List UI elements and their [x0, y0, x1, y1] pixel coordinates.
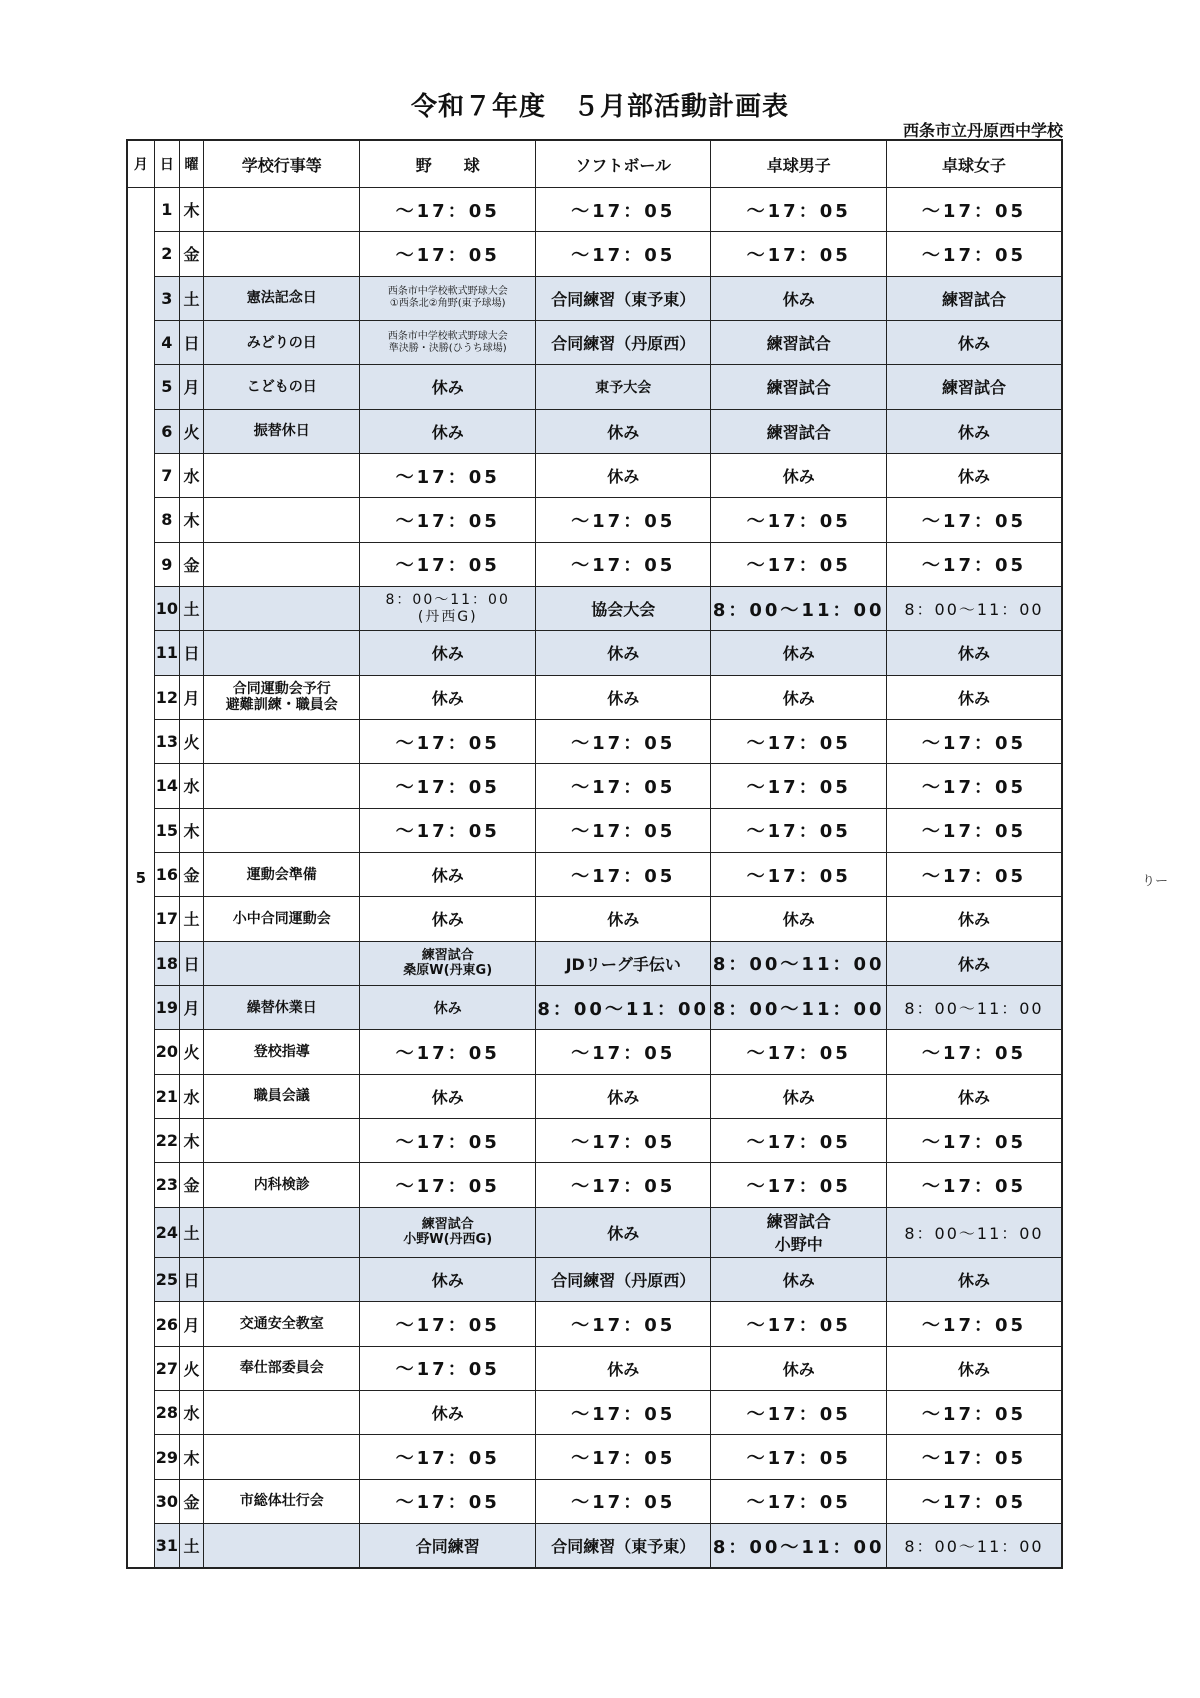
- softball-cell: ～17：05: [535, 1435, 711, 1479]
- schedule-row: [127, 276, 1062, 320]
- weekday-cell: 日: [179, 320, 203, 364]
- tt-girls-cell: ～17：05: [886, 1163, 1062, 1207]
- date-cell: 23: [154, 1163, 179, 1207]
- date-cell: 26: [154, 1302, 179, 1346]
- tt-boys-cell: 8：00～11：00: [711, 1524, 887, 1568]
- tt-girls-cell: ～17：05: [886, 542, 1062, 586]
- tt-boys-cell: ～17：05: [711, 1391, 887, 1435]
- event-cell: [204, 631, 360, 675]
- tt-boys-cell: ～17：05: [711, 1163, 887, 1207]
- weekday-cell: 金: [179, 232, 203, 276]
- date-cell: 18: [154, 941, 179, 985]
- tt-boys-cell: 休み: [711, 631, 887, 675]
- school-name: 西条市立丹原西中学校: [902, 121, 1063, 140]
- weekday-cell: 金: [179, 542, 203, 586]
- baseball-cell: ～17：05: [360, 188, 536, 232]
- date-cell: 16: [154, 852, 179, 896]
- schedule-row: [127, 764, 1062, 808]
- softball-cell: ～17：05: [535, 1391, 711, 1435]
- date-cell: 13: [154, 719, 179, 763]
- date-cell: 24: [154, 1207, 179, 1258]
- event-cell: 内科検診: [204, 1163, 360, 1207]
- baseball-cell: ～17：05: [360, 1302, 536, 1346]
- tt-boys-cell: 休み: [711, 675, 887, 719]
- schedule-row: [127, 498, 1062, 542]
- softball-cell: 休み: [535, 1346, 711, 1390]
- tt-girls-cell: ～17：05: [886, 188, 1062, 232]
- weekday-cell: 木: [179, 498, 203, 542]
- event-cell: [204, 1207, 360, 1258]
- event-cell: 市総体壮行会: [204, 1479, 360, 1523]
- schedule-row: [127, 1030, 1062, 1074]
- schedule-row: [127, 1118, 1062, 1162]
- softball-cell: 休み: [535, 1207, 711, 1258]
- softball-cell: 東予大会: [535, 365, 711, 409]
- header-month: 月: [127, 140, 154, 188]
- date-cell: 11: [154, 631, 179, 675]
- softball-cell: ～17：05: [535, 719, 711, 763]
- date-cell: 9: [154, 542, 179, 586]
- tt-girls-cell: ～17：05: [886, 719, 1062, 763]
- tt-girls-cell: ～17：05: [886, 232, 1062, 276]
- date-cell: 27: [154, 1346, 179, 1390]
- tt-girls-cell: 休み: [886, 675, 1062, 719]
- weekday-cell: 土: [179, 586, 203, 630]
- tt-boys-cell: 練習試合: [711, 409, 887, 453]
- softball-cell: ～17：05: [535, 498, 711, 542]
- baseball-cell: ～17：05: [360, 1118, 536, 1162]
- date-cell: 17: [154, 897, 179, 941]
- schedule-row: [127, 365, 1062, 409]
- event-cell: [204, 586, 360, 630]
- date-cell: 7: [154, 453, 179, 497]
- softball-cell: 休み: [535, 675, 711, 719]
- event-cell: 合同運動会予行 避難訓練・職員会: [204, 675, 360, 719]
- event-cell: こどもの日: [204, 365, 360, 409]
- schedule-row: [127, 1207, 1062, 1258]
- tt-girls-cell: ～17：05: [886, 764, 1062, 808]
- baseball-cell: ～17：05: [360, 1030, 536, 1074]
- event-cell: [204, 1118, 360, 1162]
- weekday-cell: 金: [179, 1163, 203, 1207]
- baseball-cell: 8：00～11：00 (丹西G): [360, 586, 536, 630]
- date-cell: 29: [154, 1435, 179, 1479]
- softball-cell: JDリーグ手伝い: [535, 941, 711, 985]
- schedule-row: [127, 409, 1062, 453]
- tt-boys-cell: 休み: [711, 897, 887, 941]
- tt-girls-cell: 休み: [886, 320, 1062, 364]
- softball-cell: ～17：05: [535, 764, 711, 808]
- date-cell: 5: [154, 365, 179, 409]
- baseball-cell: ～17：05: [360, 498, 536, 542]
- weekday-cell: 火: [179, 719, 203, 763]
- weekday-cell: 月: [179, 365, 203, 409]
- softball-cell: 合同練習（丹原西）: [535, 1258, 711, 1302]
- tt-girls-cell: 休み: [886, 409, 1062, 453]
- schedule-row: [127, 453, 1062, 497]
- event-cell: [204, 542, 360, 586]
- tt-boys-cell: 休み: [711, 1074, 887, 1118]
- schedule-row: [127, 985, 1062, 1029]
- softball-cell: 休み: [535, 631, 711, 675]
- weekday-cell: 日: [179, 941, 203, 985]
- baseball-cell: ～17：05: [360, 542, 536, 586]
- baseball-cell: 休み: [360, 365, 536, 409]
- schedule-row: [127, 1391, 1062, 1435]
- date-cell: 8: [154, 498, 179, 542]
- header-event: 学校行事等: [204, 140, 360, 188]
- tt-boys-cell: ～17：05: [711, 542, 887, 586]
- schedule-row: [127, 808, 1062, 852]
- baseball-cell: 西条市中学校軟式野球大会 ①西条北②角野(東予球場): [360, 276, 536, 320]
- tt-boys-cell: ～17：05: [711, 852, 887, 896]
- schedule-row: [127, 1479, 1062, 1523]
- softball-cell: ～17：05: [535, 232, 711, 276]
- softball-cell: ～17：05: [535, 542, 711, 586]
- weekday-cell: 木: [179, 1435, 203, 1479]
- tt-girls-cell: ～17：05: [886, 1030, 1062, 1074]
- side-note: りー: [1142, 874, 1169, 889]
- tt-girls-cell: ～17：05: [886, 1391, 1062, 1435]
- event-cell: [204, 1524, 360, 1568]
- tt-boys-cell: 8：00～11：00: [711, 985, 887, 1029]
- schedule-row: [127, 719, 1062, 763]
- baseball-cell: ～17：05: [360, 808, 536, 852]
- date-cell: 3: [154, 276, 179, 320]
- month-cell: 5: [127, 188, 154, 1569]
- tt-girls-cell: 休み: [886, 941, 1062, 985]
- weekday-cell: 土: [179, 1207, 203, 1258]
- tt-girls-cell: 休み: [886, 631, 1062, 675]
- schedule-table: [126, 139, 1063, 1569]
- schedule-row: [127, 941, 1062, 985]
- event-cell: 小中合同運動会: [204, 897, 360, 941]
- tt-girls-cell: 休み: [886, 897, 1062, 941]
- softball-cell: 8：00～11：00: [535, 985, 711, 1029]
- baseball-cell: 休み: [360, 852, 536, 896]
- baseball-cell: 休み: [360, 675, 536, 719]
- tt-boys-cell: ～17：05: [711, 764, 887, 808]
- weekday-cell: 水: [179, 453, 203, 497]
- tt-boys-cell: 休み: [711, 453, 887, 497]
- baseball-cell: ～17：05: [360, 1163, 536, 1207]
- weekday-cell: 月: [179, 985, 203, 1029]
- weekday-cell: 火: [179, 409, 203, 453]
- event-cell: 繰替休業日: [204, 985, 360, 1029]
- date-cell: 20: [154, 1030, 179, 1074]
- weekday-cell: 水: [179, 1074, 203, 1118]
- header-date: 日: [154, 140, 179, 188]
- tt-boys-cell: 休み: [711, 1346, 887, 1390]
- tt-boys-cell: ～17：05: [711, 232, 887, 276]
- event-cell: [204, 498, 360, 542]
- event-cell: [204, 1258, 360, 1302]
- baseball-cell: ～17：05: [360, 719, 536, 763]
- event-cell: 運動会準備: [204, 852, 360, 896]
- tt-girls-cell: 練習試合: [886, 276, 1062, 320]
- date-cell: 10: [154, 586, 179, 630]
- baseball-cell: 練習試合 小野W(丹西G): [360, 1207, 536, 1258]
- event-cell: [204, 1435, 360, 1479]
- header-baseball: 野 球: [360, 140, 536, 188]
- tt-boys-cell: 休み: [711, 1258, 887, 1302]
- tt-boys-cell: 8：00～11：00: [711, 586, 887, 630]
- event-cell: 憲法記念日: [204, 276, 360, 320]
- date-cell: 1: [154, 188, 179, 232]
- tt-girls-cell: ～17：05: [886, 852, 1062, 896]
- schedule-row: [127, 1074, 1062, 1118]
- tt-girls-cell: ～17：05: [886, 1302, 1062, 1346]
- event-cell: [204, 453, 360, 497]
- schedule-body: [127, 188, 1062, 1569]
- baseball-cell: 西条市中学校軟式野球大会 準決勝・決勝(ひうち球場): [360, 320, 536, 364]
- event-cell: 交通安全教室: [204, 1302, 360, 1346]
- date-cell: 2: [154, 232, 179, 276]
- tt-boys-cell: ～17：05: [711, 1435, 887, 1479]
- softball-cell: 合同練習（丹原西）: [535, 320, 711, 364]
- tt-girls-cell: 休み: [886, 1074, 1062, 1118]
- tt-girls-cell: ～17：05: [886, 1435, 1062, 1479]
- header-weekday: 曜: [179, 140, 203, 188]
- baseball-cell: 休み: [360, 631, 536, 675]
- date-cell: 25: [154, 1258, 179, 1302]
- tt-girls-cell: ～17：05: [886, 1118, 1062, 1162]
- softball-cell: 休み: [535, 453, 711, 497]
- event-cell: みどりの日: [204, 320, 360, 364]
- baseball-cell: ～17：05: [360, 232, 536, 276]
- softball-cell: 協会大会: [535, 586, 711, 630]
- weekday-cell: 木: [179, 1118, 203, 1162]
- date-cell: 6: [154, 409, 179, 453]
- tt-girls-cell: 練習試合: [886, 365, 1062, 409]
- date-cell: 15: [154, 808, 179, 852]
- weekday-cell: 日: [179, 631, 203, 675]
- softball-cell: 休み: [535, 897, 711, 941]
- date-cell: 22: [154, 1118, 179, 1162]
- baseball-cell: 休み: [360, 1074, 536, 1118]
- schedule-row: [127, 542, 1062, 586]
- schedule-row: [127, 1302, 1062, 1346]
- baseball-cell: ～17：05: [360, 764, 536, 808]
- date-cell: 28: [154, 1391, 179, 1435]
- tt-boys-cell: ～17：05: [711, 188, 887, 232]
- tt-girls-cell: ～17：05: [886, 1479, 1062, 1523]
- event-cell: [204, 719, 360, 763]
- tt-girls-cell: 8：00～11：00: [886, 1524, 1062, 1568]
- baseball-cell: 休み: [360, 1258, 536, 1302]
- weekday-cell: 火: [179, 1346, 203, 1390]
- baseball-cell: ～17：05: [360, 453, 536, 497]
- weekday-cell: 土: [179, 1524, 203, 1568]
- tt-girls-cell: 休み: [886, 453, 1062, 497]
- date-cell: 30: [154, 1479, 179, 1523]
- weekday-cell: 木: [179, 808, 203, 852]
- softball-cell: ～17：05: [535, 808, 711, 852]
- softball-cell: ～17：05: [535, 1030, 711, 1074]
- softball-cell: 休み: [535, 1074, 711, 1118]
- date-cell: 14: [154, 764, 179, 808]
- weekday-cell: 土: [179, 897, 203, 941]
- schedule-row: [127, 232, 1062, 276]
- page-title: 令和７年度 ５月部活動計画表: [410, 92, 789, 122]
- schedule-row: [127, 675, 1062, 719]
- date-cell: 19: [154, 985, 179, 1029]
- tt-girls-cell: 8：00～11：00: [886, 1207, 1062, 1258]
- baseball-cell: 合同練習: [360, 1524, 536, 1568]
- weekday-cell: 土: [179, 276, 203, 320]
- weekday-cell: 木: [179, 188, 203, 232]
- weekday-cell: 火: [179, 1030, 203, 1074]
- softball-cell: 合同練習（東予東）: [535, 276, 711, 320]
- event-cell: 登校指導: [204, 1030, 360, 1074]
- baseball-cell: 休み: [360, 897, 536, 941]
- event-cell: [204, 941, 360, 985]
- schedule-row: [127, 852, 1062, 896]
- tt-girls-cell: ～17：05: [886, 498, 1062, 542]
- baseball-cell: 休み: [360, 409, 536, 453]
- tt-girls-cell: 8：00～11：00: [886, 985, 1062, 1029]
- tt-girls-cell: 8：00～11：00: [886, 586, 1062, 630]
- softball-cell: ～17：05: [535, 1118, 711, 1162]
- weekday-cell: 水: [179, 764, 203, 808]
- baseball-cell: ～17：05: [360, 1479, 536, 1523]
- weekday-cell: 金: [179, 852, 203, 896]
- tt-boys-cell: ～17：05: [711, 1030, 887, 1074]
- baseball-cell: ～17：05: [360, 1346, 536, 1390]
- softball-cell: ～17：05: [535, 188, 711, 232]
- schedule-row: [127, 1346, 1062, 1390]
- schedule-row: [127, 1524, 1062, 1568]
- schedule-row: [127, 188, 1062, 232]
- schedule-row: [127, 1163, 1062, 1207]
- tt-boys-cell: ～17：05: [711, 498, 887, 542]
- softball-cell: ～17：05: [535, 1163, 711, 1207]
- weekday-cell: 月: [179, 1302, 203, 1346]
- tt-boys-cell: 休み: [711, 276, 887, 320]
- tt-girls-cell: 休み: [886, 1258, 1062, 1302]
- date-cell: 21: [154, 1074, 179, 1118]
- event-cell: [204, 764, 360, 808]
- tt-boys-cell: 練習試合: [711, 320, 887, 364]
- tt-boys-cell: ～17：05: [711, 1118, 887, 1162]
- header-softball: ソフトボール: [535, 140, 711, 188]
- schedule-row: [127, 320, 1062, 364]
- schedule-row: [127, 586, 1062, 630]
- tt-boys-cell: 練習試合 小野中: [711, 1207, 887, 1258]
- tt-boys-cell: ～17：05: [711, 719, 887, 763]
- baseball-cell: 休み: [360, 1391, 536, 1435]
- tt-boys-cell: ～17：05: [711, 1479, 887, 1523]
- baseball-cell: 休み: [360, 985, 536, 1029]
- tt-girls-cell: 休み: [886, 1346, 1062, 1390]
- weekday-cell: 金: [179, 1479, 203, 1523]
- tt-boys-cell: ～17：05: [711, 808, 887, 852]
- event-cell: [204, 188, 360, 232]
- header-table-tennis-boys: 卓球男子: [711, 140, 887, 188]
- baseball-cell: 練習試合 桑原W(丹東G): [360, 941, 536, 985]
- weekday-cell: 水: [179, 1391, 203, 1435]
- schedule-row: [127, 897, 1062, 941]
- event-cell: 振替休日: [204, 409, 360, 453]
- date-cell: 31: [154, 1524, 179, 1568]
- schedule-row: [127, 1435, 1062, 1479]
- header-table-tennis-girls: 卓球女子: [886, 140, 1062, 188]
- event-cell: 奉仕部委員会: [204, 1346, 360, 1390]
- softball-cell: ～17：05: [535, 852, 711, 896]
- tt-boys-cell: 練習試合: [711, 365, 887, 409]
- weekday-cell: 月: [179, 675, 203, 719]
- date-cell: 12: [154, 675, 179, 719]
- softball-cell: ～17：05: [535, 1302, 711, 1346]
- header-row: [127, 140, 1062, 188]
- event-cell: [204, 808, 360, 852]
- softball-cell: 合同練習（東予東）: [535, 1524, 711, 1568]
- baseball-cell: ～17：05: [360, 1435, 536, 1479]
- tt-boys-cell: ～17：05: [711, 1302, 887, 1346]
- softball-cell: 休み: [535, 409, 711, 453]
- event-cell: [204, 1391, 360, 1435]
- schedule-row: [127, 1258, 1062, 1302]
- softball-cell: ～17：05: [535, 1479, 711, 1523]
- event-cell: 職員会議: [204, 1074, 360, 1118]
- event-cell: [204, 232, 360, 276]
- weekday-cell: 日: [179, 1258, 203, 1302]
- tt-boys-cell: 8：00～11：00: [711, 941, 887, 985]
- date-cell: 4: [154, 320, 179, 364]
- tt-girls-cell: ～17：05: [886, 808, 1062, 852]
- schedule-row: [127, 631, 1062, 675]
